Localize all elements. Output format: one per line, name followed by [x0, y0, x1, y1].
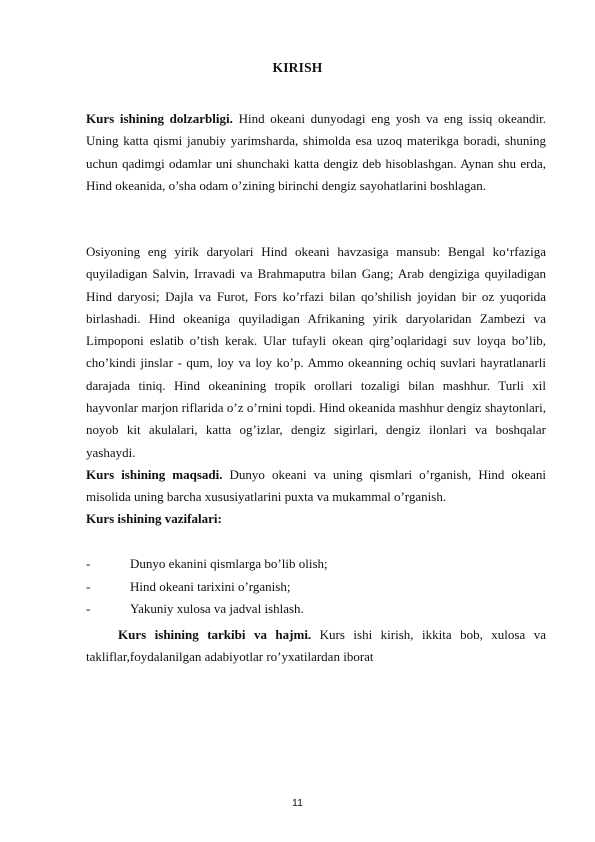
- relevance-text: Hind okeani dunyodagi eng yosh va eng issiq okeandir. Uning katta qismi janubiy yarimsharda, shimolda esa uzoq materikga boradi, shuning uchun qadimgi odamlar uni shunchaki katta dengiz deb hisoblashgan. Aynan shu erda, Hind okeanida, o’sha odam o’zining birinchi dengiz sayohatlarini boshlagan.: [86, 111, 546, 193]
- goal-paragraph: [86, 464, 546, 509]
- goal-text: Dunyo okeani va uning qismlari o’rganish, Hind okeani misolida uning barcha xususiyatlarini puxta va mukammal o’rganish.: [86, 467, 546, 505]
- list-bullet: -: [86, 578, 91, 594]
- list-item: [86, 553, 546, 576]
- structure-text: Kurs ishi kirish, ikkita bob, xulosa va takliflar,foydalanilgan adabiyotlar ro’yxatilardan iborat: [86, 627, 546, 665]
- relevance-paragraph: [86, 108, 546, 197]
- goal-label: Kurs ishining maqsadi.: [86, 467, 223, 482]
- tasks-list: [86, 553, 546, 621]
- tasks-heading: Kurs ishining vazifalari:: [86, 511, 222, 526]
- structure-paragraph: [86, 624, 546, 669]
- list-item-text: Yakuniy xulosa va jadval ishlash.: [130, 601, 304, 616]
- list-item-text: Hind okeani tarixini o’rganish;: [130, 578, 291, 594]
- list-bullet: -: [86, 601, 91, 616]
- page-number: 11: [292, 797, 303, 809]
- list-item: [86, 598, 546, 621]
- page-title: KIRISH: [272, 60, 323, 75]
- list-item-text: Dunyo ekanini qismlarga bo’lib olish;: [130, 556, 328, 571]
- relevance-label: Kurs ishining dolzarbligi.: [86, 111, 233, 126]
- rivers-paragraph: Osiyoning eng yirik daryolari Hind okeani havzasiga mansub: Bengal ko‘rfaziga quyiladigan Salvin, Irravadi va Brahmaputra bilan Gang; Arab dengiziga quyiladigan Hind daryosi; Dajla va Furot, Fors ko’rfazi bilan qo’shilish joyidan bir oz yuqorida birlashadi. Hind okeaniga quyiladigan Afrikaning yirik daryolaridan Zambezi va Limpoponi eslatib o’tish kerak. Ular tufayli okean qirg’oqlaridagi suv loyqa bo’lib, cho’kindi jinslar - qum, loy va loy ko’p. Ammo okeanning ochiq suvlari hayratlanarli darajada tiniq. Hind okeanining tropik orollari tozaligi bilan mashhur. Turli xil hayvonlar marjon riflarida o’z o’rnini topdi. Hind okeanida mashhur dengiz shaytonlari, noyob kit akulalari, katta og’izlar, dengiz sigirlari, dengiz ilonlari va boshqalar yashaydi.: [86, 244, 546, 460]
- list-item: [86, 576, 546, 599]
- structure-label: Kurs ishining tarkibi va hajmi.: [118, 627, 312, 642]
- list-bullet: -: [86, 556, 91, 571]
